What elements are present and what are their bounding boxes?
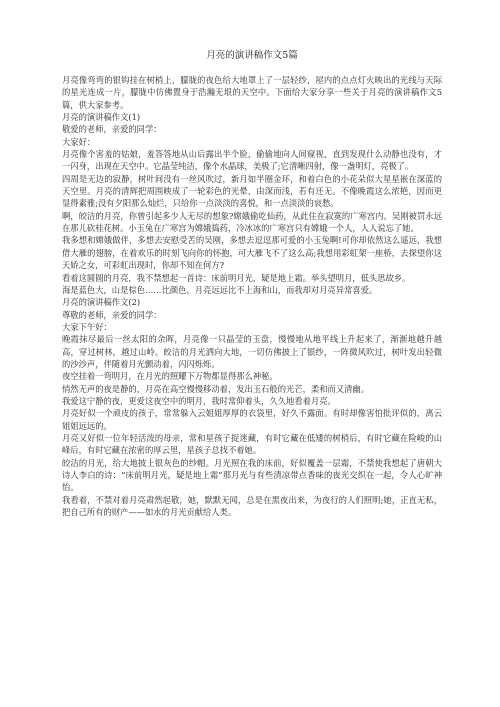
paragraph: 看着这圆圆的月亮，我不禁想起一首诗：床前明月光，疑是地上霜。举头望明月，低头思故乡。	[62, 272, 411, 283]
greeting: 大家好：	[62, 136, 96, 147]
document-body	[62, 74, 442, 518]
paragraph: 月亮又好似一位年轻活泼的母亲，常和星孩子捉迷藏，有时它藏在低矮的树梢后，有时它藏在险峻的山峰后，有时它藏在浓密的厚云里，星孩子总找不着她。	[62, 432, 442, 456]
paragraph: 海是蓝色大，山是棕色……比颜色，月亮远远比不上海和山，而我却对月亮异常喜爱。	[62, 284, 378, 295]
paragraph: 我看着，不禁对着月亮肃然起敬，她，默默无闻，总是在黑夜出来，为夜行的人们照明;她，正直无私，把自己所有的财产——如水的月光贡献给人类。	[62, 494, 442, 518]
section-heading-1: 月亮的演讲稿作文(1)	[62, 112, 141, 123]
paragraph: 四周是无边的寂静，树叶间没有一丝风吹过，新月如半圈金环，和着白色的小花朵似大星星嵌在深蓝的天空里。月亮的清辉把周围映成了一轮彩色的光晕，由深而浅，若有还无。不像晚霞这么浓艳，因而更显得素雅;没有夕阳那么灿烂，只给你一点淡淡的喜悦，和一点淡淡的哀愁。	[62, 173, 442, 209]
paragraph: 啊，皎洁的月亮，你曾引起多少人无尽的想象?嫦娥偷吃仙药，从此住在寂寞的广寒宫内。吴刚被罚永远在那儿砍桂花树。小玉兔在广寒宫为嫦娥捣药，冷冰冰的广寒宫只有嫦娥一个人，人人说忘了她。	[62, 210, 442, 234]
paragraph: 悄然无声的夜是静的，月亮在高空慢慢移动着，发出玉石般的光芒，柔和而又清幽。	[62, 383, 369, 394]
salutation: 尊敬的老师，亲爱的同学：	[62, 309, 162, 320]
paragraph: 我爱这宁静的夜，更爱这夜空中的明月，我时常仰着头，久久地看着月亮。	[62, 395, 336, 406]
paragraph: 月亮像个害羞的姑娘，羞答答地从山后露出半个脸，偷偷地向人间窥视，直到发现什么动静也没有，才一闪身，出现在天空中。它晶莹纯洁，像个水晶球，美极了;它清晰四射，像一盏明灯，亮极了。	[62, 149, 442, 172]
salutation: 敬爱的老师，亲爱的同学：	[62, 124, 162, 135]
document-title: 月亮的演讲稿作文5篇	[206, 50, 298, 61]
paragraph: 皎洁的月光，给大地披上银灰色的纱帽。月光照在我的床前，好似覆盖一层霜，不禁使我想起了唐朝大诗人李白的诗：“床前明月光，疑是地上霜”那月光与有些清凉带点香味的夜光交织在一起，令人心旷神怡。	[62, 457, 442, 493]
paragraph: 夜空挂着一弯明月，在月光的照耀下万物都显得那么神秘。	[62, 371, 278, 382]
greeting: 大家下午好：	[62, 321, 112, 332]
paragraph: 晚霞抹尽最后一丝太阳的余晖，月亮像一只晶莹的玉盘，慢慢地从地平线上升起来了，渐渐地越升越高，穿过树林，越过山岭。皎洁的月光洒向大地，一切仿佛披上了银纱，一阵微风吹过，树叶发出轻微的沙沙声，伴随着月光颤动着，闪闪烁烁。	[62, 334, 442, 369]
paragraph: 月亮好似一个顽皮的孩子，常常躲入云姐姐厚厚的衣袋里，好久不露面。有时却像害怕批评似的，离云姐姐远远的。	[62, 408, 442, 431]
intro-paragraph: 月亮像弯弯的银钩挂在树梢上，朦胧的夜色给大地罩上了一层轻纱，屋内的点点灯火映出的光线与天际的星光连成一片，朦胧中仿佛置身于浩瀚无垠的天空中。下面给大家分享一些关于月亮的演讲稿作文5篇，供大家参考。	[62, 75, 442, 110]
section-heading-2: 月亮的演讲稿作文(2)	[62, 297, 141, 308]
paragraph: 我多想和嫦娥做伴，多想去安慰受苦的吴刚，多想去逗逗那可爱的小玉兔啊!可你却依然这么遥远，我想借大雁的翅膀，在着欢乐的时刻飞向你的怀抱，可大雁飞不了这么高;我想用彩虹架一座桥，去探望你这天娇之女，可彩虹出现时，你却不知在何方?	[62, 235, 442, 271]
